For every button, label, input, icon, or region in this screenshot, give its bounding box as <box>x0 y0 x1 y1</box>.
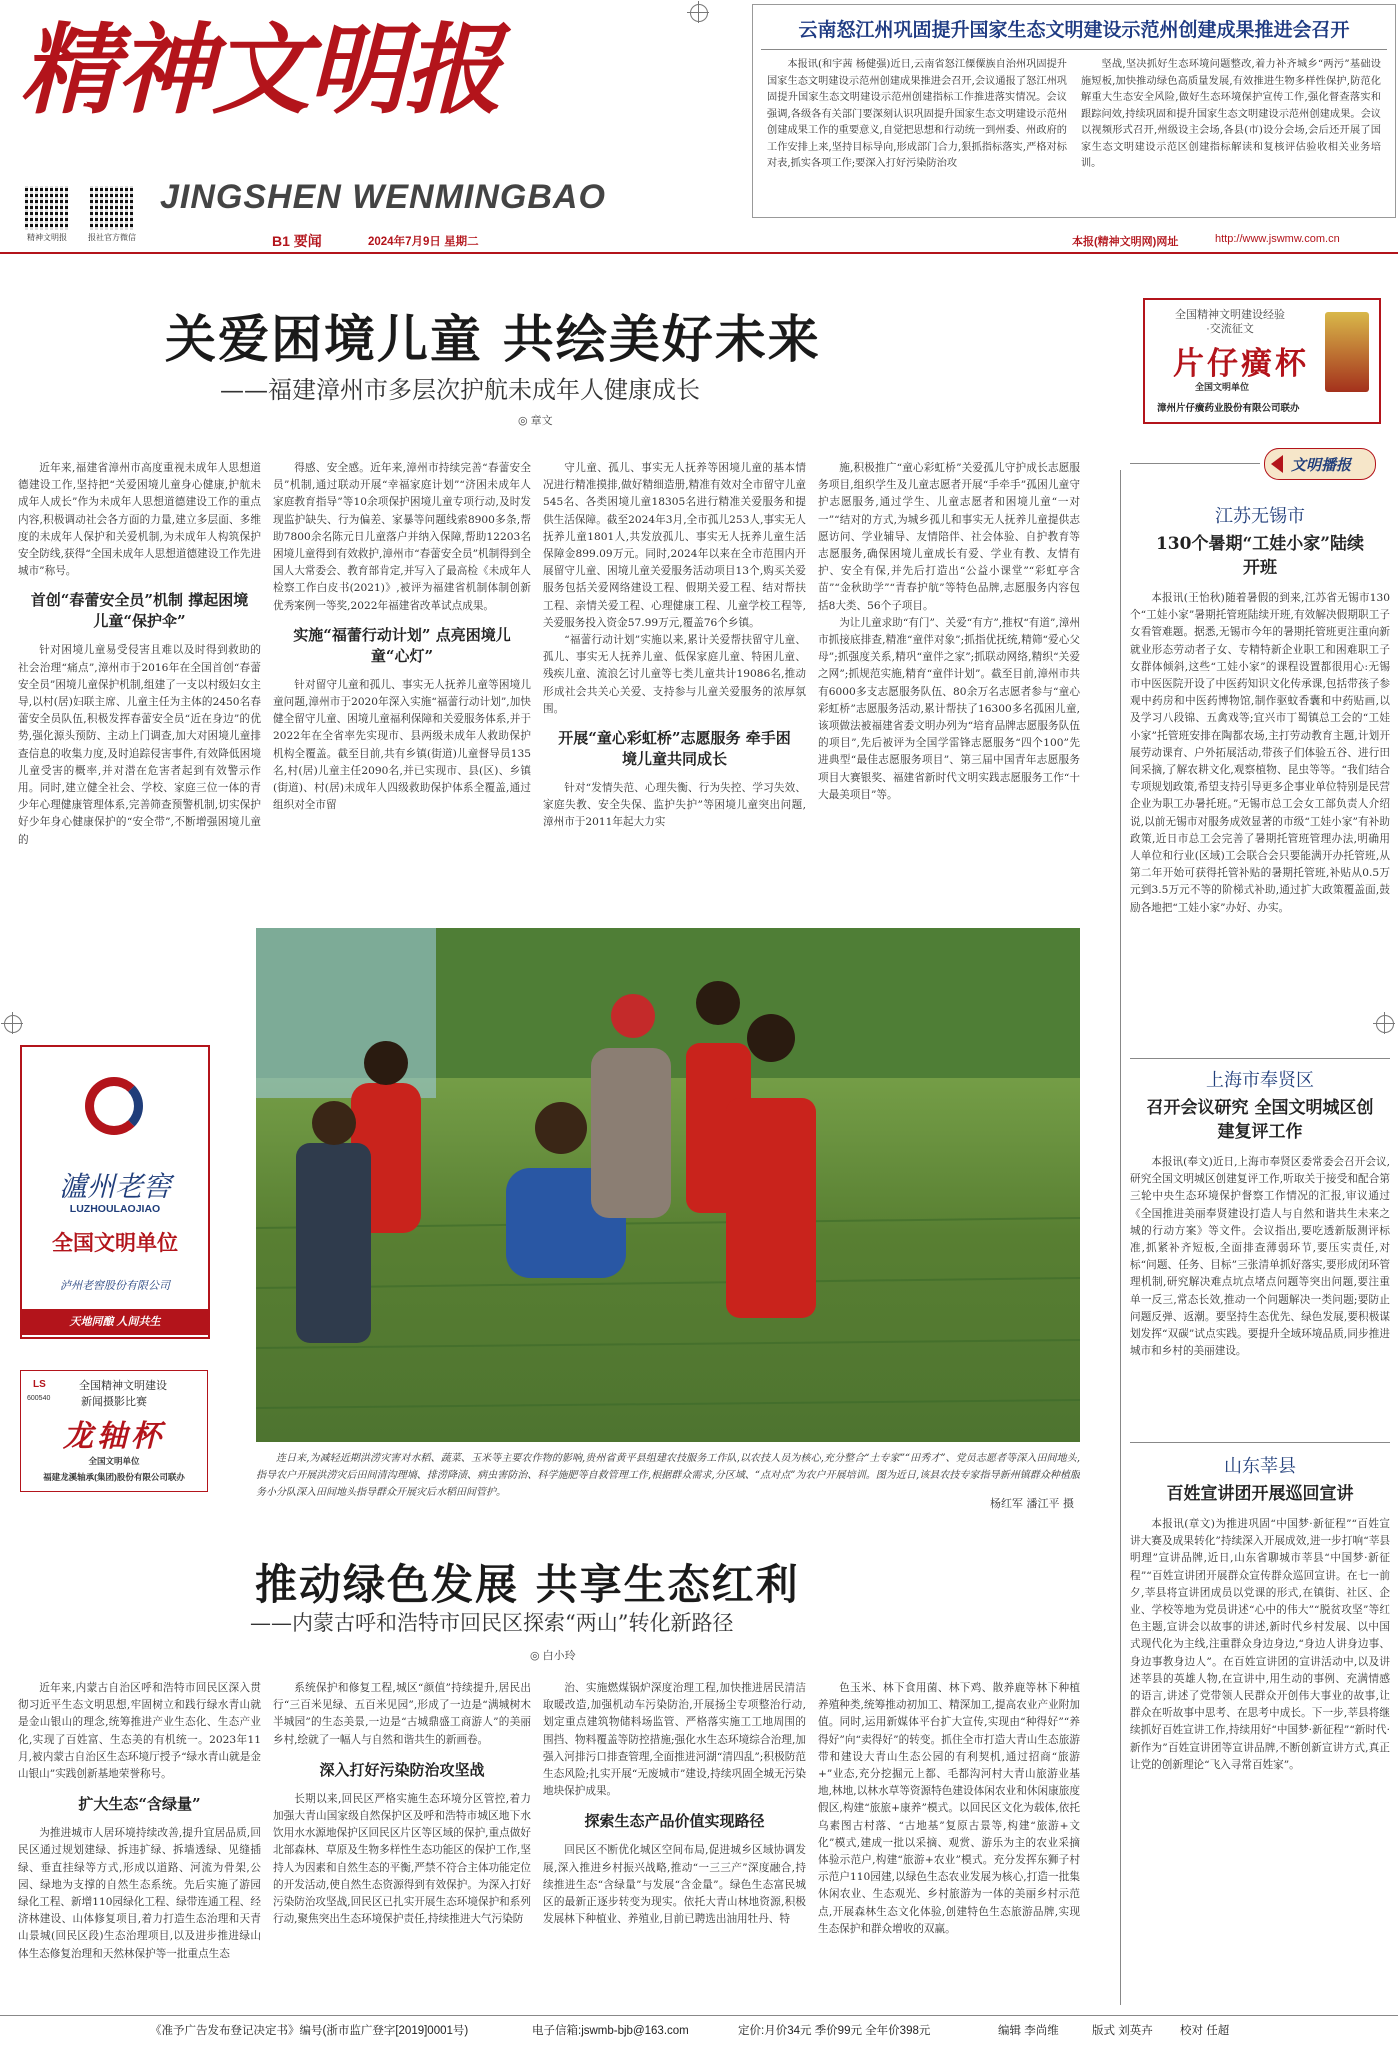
lead-col4 <box>818 460 1080 895</box>
news-photo <box>256 928 1080 1442</box>
registration-mark-icon <box>690 4 708 22</box>
top-story-col1 <box>767 57 1067 219</box>
footer-editor: 编辑 李尚维 <box>998 2025 1059 2037</box>
paragraph: 回民区不断优化城区空间布局,促进城乡区域协调发展,深入推进乡村振兴战略,推动“一三三产”深度融合,持续推进生态“含绿量”与发展“含金量”。绿色生态富民城区的最新正逐步转变为现实。依托大青山林地资源,积极发展林下种植业、养殖业,目前已聘选出油用牡丹、特 <box>543 1844 806 1926</box>
brand-logo-icon <box>85 1077 143 1135</box>
qr1-label: 精神文明报 <box>27 233 67 242</box>
paragraph: 施,积极推广“童心彩虹桥”关爱孤儿守护成长志愿服务项目,组织学生及儿童志愿者开展“手牵手”孤困儿童守护志愿服务,通过学生、儿童志愿者和困境儿童“一对一”“结对的方式,为城乡孤儿和事实无人抚养儿童提供志愿访问、学业辅导、友情陪伴、社会体验、自护教育等志愿服务,确保困境儿童成长有爱、学业有教、友情有护、安全有保,并先后打造出“公益小课堂”“彩虹亭含苗”“金秋助学”“青春护航”等特色品牌,志愿服务内容包括8大类、56个子项目。 <box>818 462 1080 612</box>
sidebar-item <box>1130 1066 1390 1444</box>
ad-tag: 全国精神文明建设 <box>79 1380 167 1392</box>
sidebar-item <box>1130 502 1390 1052</box>
section-heading: 探索生态产品价值实现路径 <box>584 1812 765 1831</box>
sidebar <box>1130 430 1390 2000</box>
brand-name: 瀘州老窖 <box>58 1170 171 1203</box>
ad-longzhou <box>20 1370 208 1492</box>
product-box-icon <box>1325 312 1369 392</box>
paragraph: 色玉米、林下食用菌、林下鸡、散养鹿等林下种植养殖种类,统筹推动初加工、精深加工,提高农业产业附加值。同时,运用新媒体平台扩大宣传,实现由“种得好”“养得好”向“卖得好”的转变。抓住全市打造大青山生态旅游带和建设大青山生态公园的有利契机,通过招商“旅游+”业态,充分挖掘元上都、毛都沟河村大青山旅游业基地,林地,以林水草等资源特色建设体闲农业和休闲康旅度假区,构建“旅旅+康养”模式。以回民区文化为载体,依托乌素图古村落、“古地基”复原古景等,构建“旅游+文化”模式,建成一批以采摘、观赏、游乐为主的农业采摘体验示范户,构建“旅游+农业”模式。充分发挥东狮子村示范户110园建,以绿色生态农业发展为核心,打造一批集休闲农业、生态观光、乡村旅游为一体的美丽乡村示范点,开展森林生态文化体验,创建特色生态旅游品牌,实现生态保护和群众增收的双赢。 <box>818 1682 1080 1935</box>
ad-pianzaihuang <box>1143 298 1381 424</box>
qr-code-icon <box>25 186 69 230</box>
paragraph: 针对“发情失范、心理失衡、行为失控、学习失效、家庭失教、安全失保、监护失护”等困境儿童突出问题,漳州市于2011年起大力实 <box>543 782 806 829</box>
sidebar-item-body <box>1130 1154 1390 1444</box>
masthead <box>0 0 1398 249</box>
second-byline: ◎ 白小玲 <box>530 1650 576 1662</box>
brand-title: 全国文明单位 <box>52 1230 178 1255</box>
paragraph: 近年来,内蒙古自治区呼和浩特市回民区深入贯彻习近平生态文明思想,牢固树立和践行绿水青山就是金山银山的理念,统筹推进产业生态化、生态产业化,实现了百姓富、生态美的有机统一。2023年11月,被内蒙古自治区生态环境厅授予“绿水青山就是金山银山”实践创新基地荣誉称号。 <box>18 1682 261 1781</box>
ad-luzhoulaojiao <box>20 1045 210 1339</box>
page-info: B1 要闻 <box>272 233 322 249</box>
photo-caption <box>256 1450 1080 1508</box>
brand-pinyin: LUZHOULAOJIAO <box>69 1203 161 1215</box>
paragraph: 本报讯(和宇茜 杨健强)近日,云南省怒江傈僳族自治州巩固提升国家生态文明建设示范州创建成果推进会召开,会议通报了怒江州巩固提升国家生态文明建设示范州创建指标工作推进落实情况。会议强调,各级各有关部门要深刻认识巩固提升国家生态文明建设示范州创建成果工作的重要意义,自觉把思想和行动统一到州委、州政府的工作安排上来,坚持目标导向,形成部门合力,狠抓指标落实,严格对标对表,抓实各项工作;要深入打好污染防治攻 <box>767 59 1067 169</box>
qr2-label: 报社官方微信 <box>88 233 136 242</box>
ad-brand: 龙轴杯 <box>63 1419 165 1454</box>
second-subtitle: ——内蒙古呼和浩特市回民区探索“两山”转化新路径 <box>250 1611 734 1635</box>
sidebar-item-title2: 百姓宣讲团开展巡回宣讲 <box>1166 1484 1354 1504</box>
sidebar-item-body <box>1130 590 1390 1052</box>
masthead-pinyin: JINGSHEN WENMINGBAO <box>160 178 606 216</box>
brand-company: 泸州老窖股份有限公司 <box>60 1279 170 1292</box>
second-col1 <box>18 1680 261 2010</box>
qr-code-icon <box>90 186 134 230</box>
brand-slogan: 天地同酿 人间共生 <box>22 1309 208 1335</box>
sidebar-item-title2: 召开会议研究 全国文明城区创建复评工作 <box>1146 1098 1374 1142</box>
field-scene <box>256 928 1080 1442</box>
section-heading: 深入打好污染防治攻坚战 <box>319 1760 485 1779</box>
divider <box>761 49 1387 50</box>
ad-sub: 全国文明单位 <box>1195 382 1250 392</box>
ad-sub: 全国文明单位 <box>88 1456 140 1466</box>
lead-title: 关爱困境儿童 共绘美好未来 <box>165 311 821 370</box>
footer-proofreader: 校对 任超 <box>1180 2025 1230 2037</box>
sidebar-badge <box>1264 448 1376 480</box>
paragraph: 本报讯(奉文)近日,上海市奉贤区委常委会召开会议,研究全国文明城区创建复评工作,听取关于接受和配合第三轮中央生态环境保护督察工作情况的汇报,审议通过《全国推进美丽奉贤建设打造人与自然和谐共生未来之城的行动方案》等文件。会议指出,要吃透新版测评标准,抓紧补齐短板,全面排查薄弱环节,要压实责任,对标“问题、任务、目标”三张清单抓好落实,要形成闭环管理机制,研究解决难点坑点堵点问题等突出问题,要注重单一反三,常态长效,推动一个问题解决一类问题;要防止问题反弹、返潮。要坚持生态优先、绿色发展,要积极谋划发挥“双碳”试点实践。要提升全域环境品质,同步推进城市和乡村的美丽建设。 <box>1130 1156 1390 1358</box>
sidebar-item-title1: 山东莘县 <box>1224 1456 1296 1477</box>
issue-date: 2024年7月9日 星期二 <box>368 236 479 248</box>
divider <box>1130 1058 1390 1059</box>
section-heading: 开展“童心彩虹桥”志愿服务 牵手困境儿童共同成长 <box>558 729 791 769</box>
masthead-rule <box>0 252 1398 254</box>
paragraph: “福蕾行动计划”实施以来,累计关爱帮扶留守儿童、孤儿、事实无人抚养儿童、低保家庭儿童、特困儿童、残疾儿童、流浪乞讨儿童等七类儿童共计19086名,推动形成社会共关心关爱、支持参与儿童关爱服务的浓厚氛围。 <box>543 634 806 715</box>
footer-layout: 版式 刘英卉 <box>1092 2025 1153 2037</box>
lead-col1 <box>18 460 261 895</box>
ad-code: LS <box>33 1379 46 1390</box>
paragraph: 长期以来,回民区严格实施生态环境分区管控,着力加强大青山国家级自然保护区及呼和浩特市城区地下水饮用水水源地保护区回民区片区等区域的保护,重点做好北部森林、草原及生物多样性生态功能区的保护工作,坚持人为因素和自然生态的平衡,严禁不符合主体功能定位的开发活动,使自然生态资源得到有效保护。为深入打好污染防治攻坚战,回民区已扎实开展生态环境保护和系列行动,聚焦突出生态环境保护责任,持续推进大气污染防 <box>273 1792 531 1926</box>
column-divider <box>1120 470 1121 2005</box>
ad-brand: 片仔癀杯 <box>1173 346 1309 382</box>
section-heading: 扩大生态“含绿量” <box>78 1795 201 1814</box>
paragraph: 本报讯(章文)为推进巩固“中国梦·新征程”“百姓宣讲大赛及成果转化”持续深入开展成效,进一步打响“莘县明理”宣讲品牌,近日,山东省聊城市莘县“中国梦·新征程”“百姓宣讲团开展群众宣传群众巡回宣讲。在七一前夕,莘县将宣讲团成员以党课的形式,在镇街、社区、企业、学校等地为党员讲述“心中的伟大”“脱贫攻坚”等红色主题,宣讲会以故事的讲述,新时代乡村发展、以中国式现代化为主线,注重群众身边身边,“身边人讲身边事、身边事教身边人”。在百姓宣讲团的宣讲活动中,以及讲述莘县的英雄人物,在宣讲中,用生动的事例、充满情感的语言,讲述了党带领人民群众开创伟大事业的故事,让群众在听故事中思考、在思考中成长。下一步,莘县将继续抓好百姓宣讲工作,持续用好“中国梦·新征程”“新时代·新作为”百姓宣讲团等宣讲品牌,不断创新宣讲方式,真正让党的创新理论“飞入寻常百姓家”。 <box>1130 1518 1390 1771</box>
paragraph: 系统保护和修复工程,城区“颜值”持续提升,居民出行“三百米见绿、五百米见园”,形成了一边是“满城树木半城园”的生态美景,一边是“古城鼎盛工商游人”的美丽乡村,绘就了一幅人与自然和谐共生的新画卷。 <box>273 1682 531 1746</box>
footer-ad-license: 《准予广告发布登记决定书》编号(浙市监广登字[2019]0001号) <box>150 2025 469 2037</box>
website-label: 本报(精神文明网)网址 <box>1072 236 1179 248</box>
second-col4 <box>818 1680 1080 2010</box>
lead-col2 <box>273 460 531 895</box>
photo-credit: 杨红军 潘江平 摄 <box>990 1497 1074 1510</box>
registration-mark-icon <box>4 1015 22 1033</box>
sidebar-item-body <box>1130 1516 1390 2006</box>
paragraph: 针对困境儿童易受侵害且难以及时得到救助的社会治理“痛点”,漳州市于2016年在全国首创“春蕾安全员”困境儿童保护机制,组建了一支以村级妇女主导,以村(居)妇联主席、儿童主任为主体的2450名春蕾安全员队伍,积极发挥春蕾安全员“近在身边”的优势,强化源头预防、主动上门调查,加大对困境儿童排查信息的收集力度,及时追踪侵害事件,有效降低困境儿童受害的概率,并对潜在危害者起到有效警示作用。同时,建立健全社会、学校、家庭三位一体的青少年心理健康管理体系,完善筛查预警机制,切实保护好少年身心健康保护的“安全带”,不断增强困境儿童的 <box>18 644 261 846</box>
section-heading: 实施“福蕾行动计划” 点亮困境儿童“心灯” <box>293 625 511 665</box>
paragraph: 治、实施燃煤锅炉深度治理工程,加快推进居民清洁取暖改造,加强机动车污染防治,开展扬尘专项整治行动,划定重点建筑物储料场监管、严格落实施工工地周围的围挡、物料覆盖等防控措施;强化水生态环境综合治理,加强入河排污口排查管理,全面推进河湖“清四乱”;积极防范生态风险;扎实开展“无废城市”建设,持续巩固全城无污染地块保护成果。 <box>543 1682 806 1798</box>
lead-col3 <box>543 460 806 895</box>
paragraph: 得感、安全感。近年来,漳州市持续完善“春蕾安全员”机制,通过联动开展“幸福家庭计划”“济困未成年人家庭教育指导”等10余项保护困境儿童专项行动,及时发现监护缺失、行为偏差、家暴等问题线索8900多条,帮助7800余名陈元日儿童落户并纳入保障,帮助12203名困境儿童得到有效救护,漳州市“春蕾安全员”机制得到全国人大常委会、教育部肯定,并写入了最高检《未成年人检察工作白皮书(2021)》,被评为福建省机制体制创新优秀案例一等奖,2022年福建省改革试点成果。 <box>273 462 531 612</box>
paragraph: 本报讯(王怡秋)随着暑假的到来,江苏省无锡市130个“工娃小家”暑期托管班陆续开班,有效解决假期职工子女看管难题。据悉,无锡市今年的暑期托管班更注重向新就业形态劳动者子女、专精特新企业职工和困难职工子女群体倾斜,这些“工娃小家”的课程设置都很用心:无锡市中医医院开设了中医药知识文化传承课,包括带孩子参观中药房和中医药博物馆,制作驱蚊香囊和中药贴画,以及学习八段锦、五禽戏等;宜兴市丁蜀镇总工会的“工娃小家”托管班安排在陶都农场,主打劳动教育主题,计划开展劳动课育、户外拓展活动,带孩子们体验五谷、进行田间采摘,了解农耕文化,观察植物、昆虫等等。“我们结合专项规划政策,希望支持引导更多企事业单位特别是民营企业为职工办暑托班。”无锡市总工会女工部负责人介绍说,以前无锡市对服务成效显著的市级“工娃小家”有补助政策,近日市总工会完善了暑期托管班管理办法,明确用人单位和行业(区域)工会联合会只要能满开办托管班,从第二年开始可获得托管补贴的暑期托管班,补贴从0.5万元到3.5万元不等的阶梯式补助,通过扩大政策覆盖面,鼓励各地把“工娃小家”办好、办实。 <box>1130 592 1390 914</box>
sidebar-item-title2: 130个暑期“工娃小家”陆续开班 <box>1155 534 1365 578</box>
footer <box>0 2022 1398 2042</box>
lead-subtitle: ——福建漳州市多层次护航未成年人健康成长 <box>220 376 700 404</box>
ad-num: 600540 <box>27 1395 51 1402</box>
footer-email: 电子信箱:jswmb-bjb@163.com <box>532 2025 689 2037</box>
paragraph: 坚战,坚决抓好生态环境问题整改,着力补齐城乡“两污”基础设施短板,加快推动绿色高质量发展,有效推进生物多样性保护,防范化解重大生态安全风险,做好生态环境保护宣传工作,强化督查落实和跟踪问效,持续巩固和提升国家生态文明建设示范州创建成果。会议以视频形式召开,州级设主会场,各县(市)设分会场,会后还开展了国家生态文明建设示范区创建指标解读和复核评估验收相关业务培训。 <box>1081 59 1381 169</box>
divider <box>1130 1442 1390 1443</box>
second-col2 <box>273 1680 531 2010</box>
ad-tag: 全国精神文明建设经验·交流征文 <box>1175 309 1285 335</box>
second-title: 推动绿色发展 共享生态红利 <box>255 1560 800 1609</box>
divider <box>1130 463 1260 464</box>
paragraph: 近年来,福建省漳州市高度重视未成年人思想道德建设工作,坚持把“关爱困境儿童身心健康,护航未成年人成长”作为未成年人思想道德建设工作的重点内容,积极调动社会各方面的力量,建立多层面、多维度的未成年人保护和关爱机制,为未成年人构筑保护安全防线,获得“全国未成年人思想道德建设工作先进城市”称号。 <box>18 462 261 578</box>
ad-company: 福建龙溪轴承(集团)股份有限公司联办 <box>43 1472 185 1482</box>
top-story-col2 <box>1081 57 1381 219</box>
paragraph: 针对留守儿童和孤儿、事实无人抚养儿童等困境儿童问题,漳州市于2020年深入实施“福蕾行动计划”,加快健全留守儿童、困境儿童福利保障和关爱服务体系,并于2022年在全省率先实现市、县两级未成年人救助保护机构全覆盖。截至目前,共有乡镇(街道)儿童督导员135名,村(居)儿童主任2090名,并已实现市、县(区)、乡镇(街道)、村(居)未成年人四级救助保护体系全覆盖,通过组织对全市留 <box>273 678 531 812</box>
ad-tag2: 新闻摄影比赛 <box>81 1396 147 1408</box>
top-story-box <box>752 4 1396 218</box>
speaker-icon <box>1271 455 1283 473</box>
ad-company: 漳州片仔癀药业股份有限公司联办 <box>1157 403 1300 414</box>
lead-byline: ◎ 章文 <box>518 415 553 427</box>
section-heading: 首创“春蕾安全员”机制 撑起困境儿童“保护伞” <box>30 591 249 631</box>
second-col3 <box>543 1680 806 2010</box>
caption-text: 连日来,为减轻近期洪涝灾害对水稻、蔬菜、玉米等主要农作物的影响,贵州省黄平县组建农技服务工作队,以农技人员为核心,充分整合“土专家”“田秀才”、党员志愿者等深入田间地头,指导农户开展洪涝灾后田间清沟理墒、排涝降渍、病虫害防治、科学施肥等自救管理工作,根据群众需求,分区域、“点对点”为农户开展培训。图为近日,该县农技专家指导新州镇群众种植服务小分队深入田间地头指导群众开展灾后水稻田间管护。 <box>256 1453 1080 1498</box>
website-url: http://www.jswmw.com.cn <box>1215 233 1340 245</box>
footer-rule <box>0 2015 1398 2016</box>
sidebar-badge-text: 文明播报 <box>1291 456 1352 474</box>
sidebar-item-title1: 江苏无锡市 <box>1215 506 1305 527</box>
paragraph: 为推进城市人居环境持续改善,提升宜居品质,回民区通过规划建绿、拆违扩绿、拆墙透绿、见缝插绿、垂直挂绿等方式,形成以道路、河流为骨架,公园、绿地为支撑的自然生态系统。先后实施了游园绿化工程、新增110园绿化工程、绿带连通工程、经济林建设、山体修复项目,着力打造生态治理和天青山景城(回民区段)生态治理项目,以及进步推进绿山体生态修复治理和天然林保护等一批重点生态 <box>18 1827 261 1960</box>
sidebar-item <box>1130 1452 1390 2006</box>
footer-price: 定价:月价34元 季价99元 全年价398元 <box>738 2025 931 2037</box>
paragraph: 为让儿童求助“有门”、关爱“有方”,推权“有道”,漳州市抓接底排查,精准“童伴对象”;抓指优抚统,精筛“爱心父母”;抓强度关系,精巩“童伴之家”;抓联动网络,精织“关爱之网”;抓规范实施,精育“童伴计划”。截至目前,漳州市共有6000多支志愿服务队伍、80余万名志愿者参与“童心彩虹桥”志愿服务活动,累计帮扶了16300多名孤困儿童,该项做法被福建省委文明办列为“培育品牌志愿服务队伍的项目”,先后被评为全国学雷锋志愿服务“四个100”先进典型“最佳志愿服务项目”、第三届中国青年志愿服务项目大赛银奖、福建省新时代文明实践志愿服务工作“十大最美项目”等。 <box>818 616 1080 801</box>
registration-mark-icon <box>1376 1015 1394 1033</box>
top-story-title: 云南怒江州巩固提升国家生态文明建设示范州创建成果推进会召开 <box>798 19 1350 41</box>
newspaper-logo: 精神文明报 <box>20 13 501 128</box>
sidebar-item-title1: 上海市奉贤区 <box>1206 1070 1314 1091</box>
paragraph: 守儿童、孤儿、事实无人抚养等困境儿童的基本情况进行精准摸排,做好精细造册,精准有效对全市留守儿童545名、各类困境儿童18305名进行精准关爱服务和提供生活保障。截至2024年3月,全市孤儿253人,事实无人抚养儿童1801人,共发放孤儿、事实无人抚养儿童生活保障金899.09万元。同时,2024年以来在全市范围内开展留守儿童、困境儿童关爱服务活动项目13个,购买关爱服务包括关爱网络建设工程、假期关爱工程、结对帮扶工程、亲情关爱工程、心理健康工程、儿童学校工程等,关爱服务投入资金57.99万元,覆盖76个乡镇。 <box>543 462 806 629</box>
